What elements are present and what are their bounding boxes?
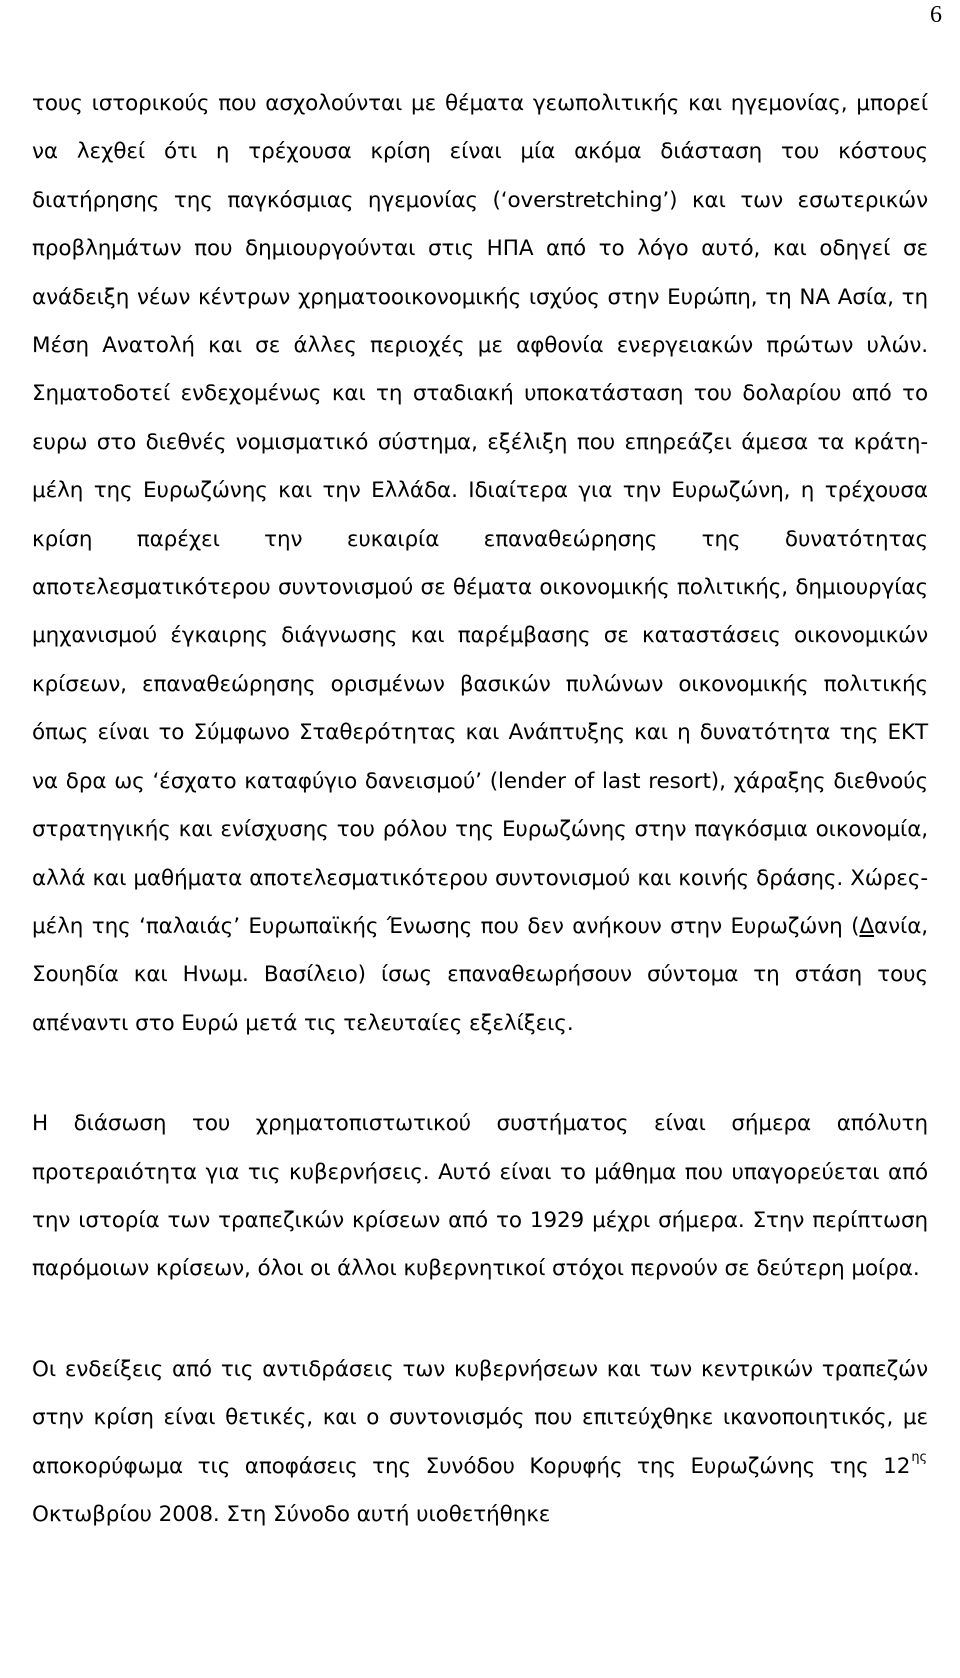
page-number: 6 xyxy=(930,2,942,28)
paragraph-3-text: Οι ενδείξεις από τις αντιδράσεις των κυβερνήσεων και των κεντρικών τραπεζών στην κρίση είναι θετικές, και ο συντονισμός που επιτεύχθηκε ικανοποιητικός, με αποκορύφωμα τις αποφάσεις της Συνόδου Κορυφής της Ευρωζώνης της 12 xyxy=(32,1356,928,1479)
underlined-letter: Δ xyxy=(859,913,875,939)
paragraph-1-text: τους ιστορικούς που ασχολούνται με θέματα γεωπολιτικής και ηγεμονίας, μπορεί να λεχθεί ότι η τρέχουσα κρίση είναι μία ακόμα διάσταση του κόστους διατήρησης της παγκόσμιας ηγεμονίας (‘overstretching’) και των εσωτερικών προβλημάτων που δημιουργούνται στις ΗΠΑ από το λόγο αυτό, και οδηγεί σε ανάδειξη νέων κέντρων χρηματοοικονομικής ισχύος στην Ευρώπη, τη ΝΑ Ασία, τη Μέση Ανατολή και σε άλλες περιοχές με αφθονία ενεργειακών πρώτων υλών. Σηματοδοτεί ενδεχομένως και τη σταδιακή υποκατάσταση του δολαρίου από το ευρω στο διεθνές νομισματικό σύστημα, εξέλιξη που επηρεάζει άμεσα τα κράτη-μέλη της Ευρωζώνης και την Ελλάδα. Ιδιαίτερα για την Ευρωζώνη, η τρέχουσα κρίση παρέχει την ευκαιρία επαναθεώρησης της δυνατότητας αποτελεσματικότερου συντονισμού σε θέματα οικονομικής πολιτικής, δημιουργίας μηχανισμού έγκαιρης διάγνωσης και παρέμβασης σε καταστάσεις οικονομικών κρίσεων, επαναθεώρησης ορισμένων βασικών πυλώνων οικονομικής πολιτικής όπως είναι το Σύμφωνο Σταθερότητας και Ανάπτυξης και η δυνατότητα της ΕΚΤ να δρα ως ‘έσχατο καταφύγιο δανεισμού’ (lender of last resort), χάραξης διεθνούς στρατηγικής και ενίσχυσης του ρόλου της Ευρωζώνης στην παγκόσμια οικονομία, αλλά και μαθήματα αποτελεσματικότερου συντονισμού και κοινής δράσης. Χώρες-μέλη της ‘παλαιάς’ Ευρωπαϊκής Ένωσης που δεν ανήκουν στην Ευρωζώνη ( xyxy=(32,91,928,939)
paragraph-1 xyxy=(32,80,928,1048)
paragraph-3-tail: Οκτωβρίου 2008. Στη Σύνοδο αυτή υιοθετήθηκε xyxy=(32,1501,551,1527)
paragraph-2-text: Η διάσωση του χρηματοπιστωτικού συστήματος είναι σήμερα απόλυτη προτεραιότητα για τις κυβερνήσεις. Αυτό είναι το μάθημα που υπαγορεύεται από την ιστορία των τραπεζικών κρίσεων από το 1929 μέχρι σήμερα. Στην περίπτωση παρόμοιων κρίσεων, όλοι οι άλλοι κυβερνητικοί στόχοι περνούν σε δεύτερη μοίρα. xyxy=(32,1111,928,1282)
ordinal-suffix: ης xyxy=(911,1449,927,1465)
paragraph-3 xyxy=(32,1346,928,1540)
paragraph-1-tail: ανία, Σουηδία και Ηνωμ. Βασίλειο) ίσως επαναθεωρήσουν σύντομα τη στάση τους απέναντι στο Ευρώ μετά τις τελευταίες εξελίξεις. xyxy=(32,913,928,1036)
document-body xyxy=(32,80,928,1539)
paragraph-2 xyxy=(32,1100,928,1294)
